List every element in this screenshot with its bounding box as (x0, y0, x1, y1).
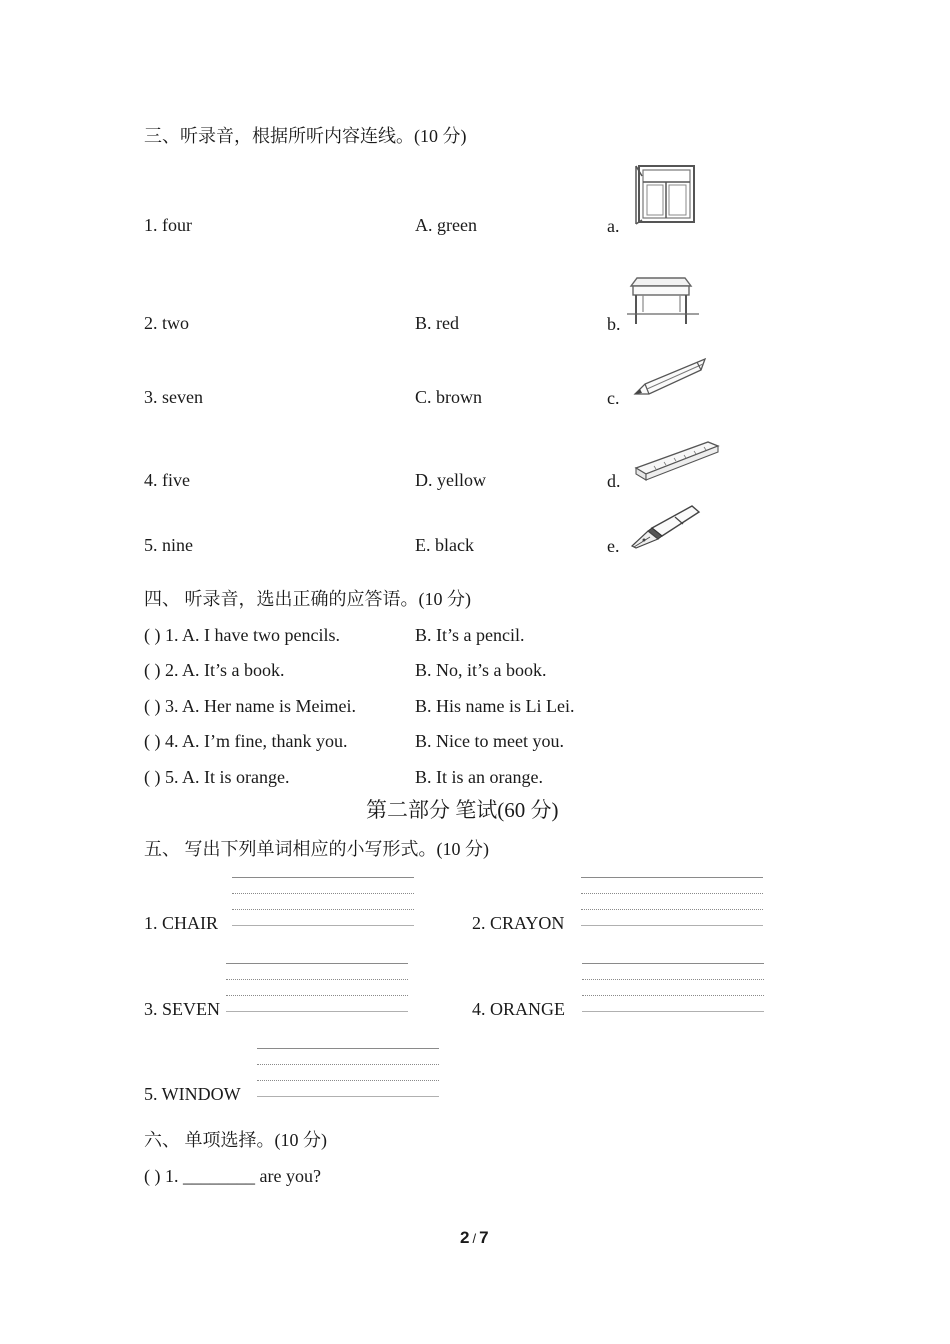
picture-label-d: d. (607, 471, 621, 491)
page-current: 2 (460, 1228, 470, 1247)
section3-heading: 三、听录音，根据所听内容连线。(10 分) (144, 126, 467, 146)
number-word-2: 2. two (144, 313, 189, 333)
section6-question-1: ( ) 1. ________ are you? (144, 1166, 321, 1186)
picture-label-c: c. (607, 388, 620, 408)
picture-label-b: b. (607, 314, 621, 334)
uppercase-word-1: 1. CHAIR (144, 913, 219, 933)
section4-heading: 四、 听录音，选出正确的应答语。(10 分) (144, 589, 471, 609)
page-separator: / (472, 1231, 477, 1246)
ruler-icon (634, 438, 720, 484)
window-icon (634, 163, 698, 227)
section4-item3-option-b: B. His name is Li Lei. (415, 696, 575, 716)
pencil-icon (631, 356, 707, 400)
writing-lines-2[interactable] (581, 877, 763, 927)
writing-lines-5[interactable] (257, 1048, 439, 1098)
section4-item3-option-a: ( ) 3. A. Her name is Meimei. (144, 696, 356, 716)
uppercase-word-5: 5. WINDOW (144, 1084, 241, 1104)
color-word-b: B. red (415, 313, 459, 333)
writing-lines-1[interactable] (232, 877, 414, 927)
uppercase-word-4: 4. ORANGE (472, 999, 565, 1019)
uppercase-word-2: 2. CRAYON (472, 913, 565, 933)
section6-heading: 六、 单项选择。(10 分) (144, 1130, 327, 1150)
color-word-c: C. brown (415, 387, 482, 407)
color-word-e: E. black (415, 535, 474, 555)
section5-heading: 五、 写出下列单词相应的小写形式。(10 分) (144, 839, 489, 859)
color-word-d: D. yellow (415, 470, 486, 490)
uppercase-word-3: 3. SEVEN (144, 999, 220, 1019)
desk-icon (627, 274, 699, 330)
part2-title: 第二部分 笔试(60 分) (366, 798, 559, 822)
number-word-3: 3. seven (144, 387, 203, 407)
section4-item2-option-b: B. No, it’s a book. (415, 660, 547, 680)
page-total: 7 (479, 1228, 489, 1247)
writing-lines-4[interactable] (582, 963, 764, 1013)
section4-item1-option-b: B. It’s a pencil. (415, 625, 525, 645)
number-word-4: 4. five (144, 470, 190, 490)
section4-item1-option-a: ( ) 1. A. I have two pencils. (144, 625, 340, 645)
section4-item4-option-a: ( ) 4. A. I’m fine, thank you. (144, 731, 348, 751)
section4-item5-option-a: ( ) 5. A. It is orange. (144, 767, 290, 787)
section4-item5-option-b: B. It is an orange. (415, 767, 543, 787)
color-word-a: A. green (415, 215, 477, 235)
number-word-5: 5. nine (144, 535, 193, 555)
page-number (460, 1229, 489, 1246)
section4-item4-option-b: B. Nice to meet you. (415, 731, 564, 751)
section4-item2-option-a: ( ) 2. A. It’s a book. (144, 660, 285, 680)
picture-label-a: a. (607, 216, 620, 236)
picture-label-e: e. (607, 536, 620, 556)
number-word-1: 1. four (144, 215, 192, 235)
fountain-pen-icon (630, 502, 702, 552)
writing-lines-3[interactable] (226, 963, 408, 1013)
